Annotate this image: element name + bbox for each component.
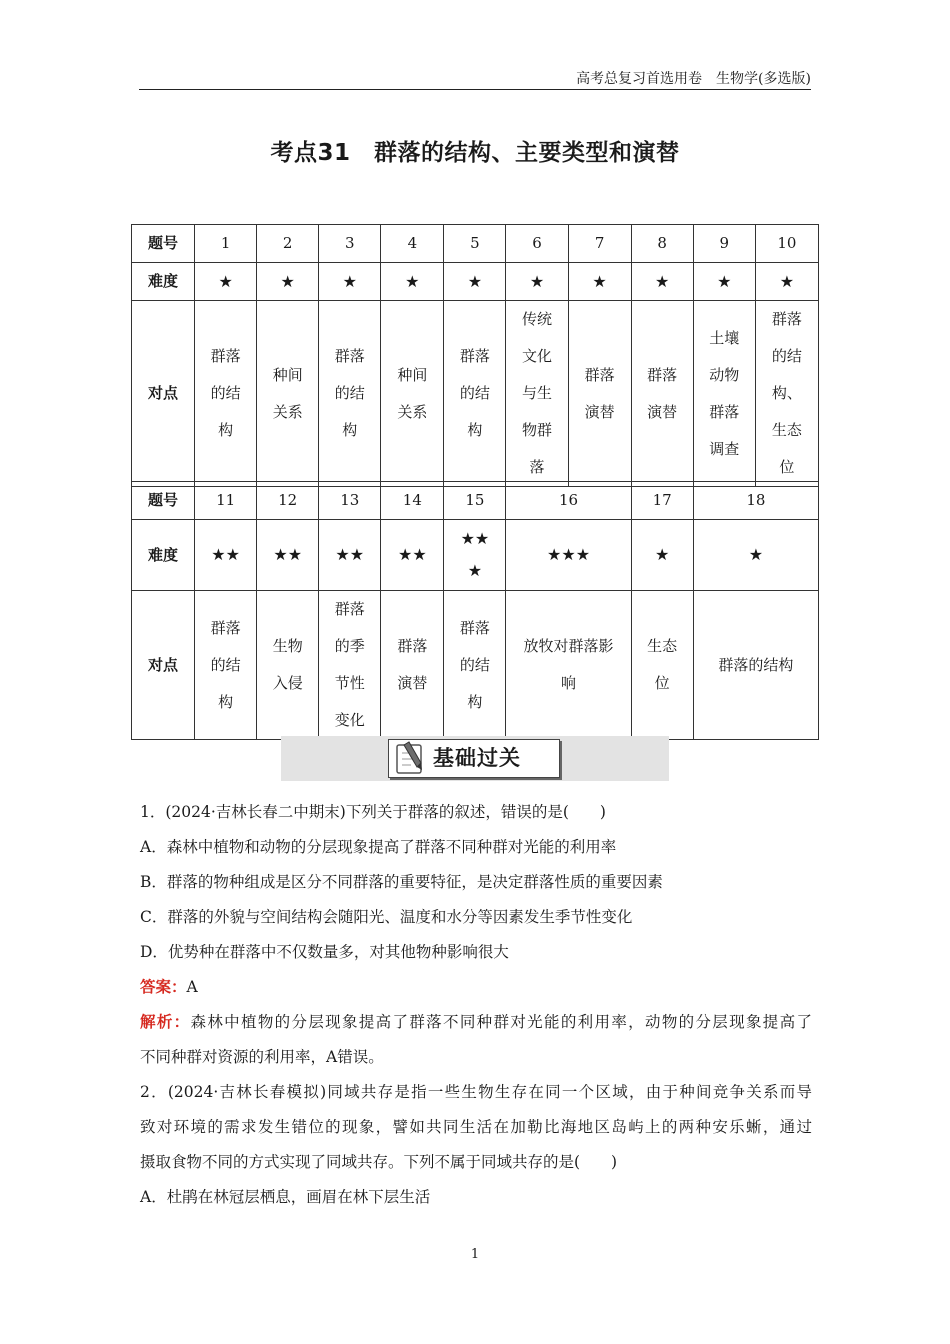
topic-cell-line: 位 [654, 674, 670, 692]
q1-option-c: C．群落的外貌与空间结构会随阳光、温度和水分等因素发生季节性变化 [140, 908, 633, 926]
difficulty-stars-cell [631, 520, 693, 591]
topic-cell [444, 301, 506, 487]
topic-cell [257, 301, 319, 487]
q2-stem-line-3: 摄取食物不同的方式实现了同域共存。下列不属于同域共存的是( ) [140, 1153, 618, 1171]
topic-cell [506, 301, 568, 487]
analysis-label: 解析： [140, 1013, 191, 1031]
topic-cell-line: 的结 [334, 384, 365, 402]
q2-stem-line-2: 致对环境的需求发生错位的现象，譬如共同生活在加勒比海地区岛屿上的两种安乐蜥，通过 [140, 1118, 812, 1136]
row-label: 题号 [132, 482, 195, 520]
difficulty-stars-cell: ★ [568, 263, 631, 301]
topic-cell-line: 生物 [272, 637, 303, 655]
difficulty-table-2 [131, 481, 819, 740]
topic-cell [195, 301, 257, 487]
difficulty-stars-cell [257, 520, 319, 591]
topic-cell-line: 与生 [522, 384, 553, 402]
question-number-cell: 6 [506, 225, 568, 263]
q1-option-d: D．优势种在群落中不仅数量多，对其他物种影响很大 [140, 943, 509, 961]
topic-cell-line: 构 [218, 692, 234, 711]
topic-cell-line: 群落 [459, 347, 490, 365]
difficulty-stars-cell-line: ★ [655, 545, 670, 564]
difficulty-stars-cell-line: ★★ [398, 545, 427, 564]
question-number-cell: 2 [257, 225, 319, 263]
topic-cell-line: 群落 [210, 618, 241, 637]
topic-cell-line: 构、 [771, 384, 802, 402]
question-number-cell: 18 [693, 482, 818, 520]
topic-cell-line: 群落 [210, 347, 241, 365]
row-label: 对点 [132, 591, 195, 740]
question-content [140, 795, 812, 1215]
topic-cell [319, 591, 381, 740]
topic-cell-line: 群落 [771, 310, 802, 328]
question-number-cell: 11 [195, 482, 257, 520]
question-number-cell: 16 [506, 482, 631, 520]
topic-cell-line: 生态 [771, 421, 802, 439]
topic-cell-line: 构 [467, 421, 483, 439]
row-label: 难度 [132, 263, 195, 301]
topic-cell-line: 的结 [459, 655, 490, 674]
topic-cell [381, 591, 444, 740]
section-banner-box [388, 739, 560, 778]
topic-cell-line: 落 [529, 458, 545, 476]
topic-cell-line: 关系 [272, 402, 303, 421]
difficulty-stars-cell-line: ★ [748, 545, 764, 564]
difficulty-stars-cell: ★ [631, 263, 693, 301]
table1-number-row [132, 225, 819, 263]
topic-cell-line: 物群 [522, 421, 553, 439]
topic-cell-line: 的结 [210, 384, 241, 402]
topic-cell [506, 591, 631, 740]
question-number-cell: 7 [568, 225, 631, 263]
q1-stem: 1．(2024·吉林长春二中期末)下列关于群落的叙述，错误的是( ) [140, 803, 606, 821]
difficulty-stars-cell: ★ [755, 263, 818, 301]
difficulty-stars-cell: ★ [195, 263, 257, 301]
topic-cell [195, 591, 257, 740]
topic-cell [444, 591, 506, 740]
topic-cell-line: 关系 [397, 402, 428, 421]
q2-stem-line-1: 2．(2024·吉林长春模拟)同域共存是指一些生物生存在同一个区域，由于种间竞争关系而导 [140, 1083, 812, 1101]
question-number-cell: 14 [381, 482, 444, 520]
question-number-cell: 17 [631, 482, 693, 520]
table1-topic-row [132, 301, 819, 487]
topic-cell-line: 土壤 [709, 328, 740, 347]
question-number-cell: 10 [755, 225, 818, 263]
difficulty-stars-cell [693, 520, 818, 591]
q1-analysis-line-1 [140, 1005, 812, 1040]
row-label: 难度 [132, 520, 195, 591]
topic-cell-line: 群落 [647, 365, 678, 384]
topic-cell-line: 演替 [397, 674, 428, 692]
topic-cell [257, 591, 319, 740]
topic-cell-line: 构 [218, 421, 234, 439]
q1-option-a: A．森林中植物和动物的分层现象提高了群落不同种群对光能的利用率 [140, 838, 617, 856]
question-number-cell: 4 [381, 225, 444, 263]
topic-cell-line: 群落 [334, 347, 365, 365]
topic-cell-line: 响 [561, 674, 577, 692]
topic-cell-line: 构 [467, 692, 483, 711]
topic-cell-line: 的结 [459, 384, 490, 402]
table2-difficulty-row [132, 520, 819, 591]
difficulty-stars-cell: ★ [381, 263, 444, 301]
topic-cell-line: 群落 [334, 600, 365, 618]
q1-option-b: B．群落的物种组成是区分不同群落的重要特征，是决定群落性质的重要因素 [140, 873, 663, 891]
topic-cell [755, 301, 818, 487]
topic-cell [631, 301, 693, 487]
difficulty-stars-cell-line: ★ [467, 561, 483, 580]
topic-cell [319, 301, 381, 487]
question-number-cell: 12 [257, 482, 319, 520]
question-number-cell: 1 [195, 225, 257, 263]
topic-cell-line: 的季 [334, 637, 365, 655]
difficulty-stars-cell: ★ [444, 263, 506, 301]
difficulty-stars-cell [506, 520, 631, 591]
topic-cell-line: 动物 [709, 365, 740, 384]
answer-label: 答案： [140, 978, 187, 996]
topic-cell-line: 位 [779, 458, 795, 476]
pencil-icon [395, 741, 425, 776]
topic-cell-line: 的结 [771, 347, 802, 365]
difficulty-stars-cell: ★ [693, 263, 755, 301]
analysis-text: 森林中植物的分层现象提高了群落不同种群对光能的利用率，动物的分层现象提高了 [190, 1013, 812, 1031]
header-divider [139, 89, 811, 90]
difficulty-stars-cell: ★ [319, 263, 381, 301]
difficulty-stars-cell: ★ [506, 263, 568, 301]
topic-cell [693, 591, 818, 740]
topic-cell-line: 放牧对群落影 [523, 637, 614, 655]
question-number-cell: 5 [444, 225, 506, 263]
topic-cell-line: 调查 [709, 439, 740, 458]
topic-cell-line: 种间 [272, 365, 303, 384]
topic-cell-line: 演替 [647, 402, 678, 421]
topic-cell [568, 301, 631, 487]
topic-cell-line: 群落 [397, 637, 428, 655]
difficulty-stars-cell [195, 520, 257, 591]
topic-cell [631, 591, 693, 740]
topic-cell [381, 301, 444, 487]
difficulty-stars-cell-line: ★★ [273, 545, 303, 564]
topic-cell-line: 群落 [459, 618, 490, 637]
topic-cell [693, 301, 755, 487]
difficulty-table-1 [131, 224, 819, 487]
difficulty-stars-cell: ★ [257, 263, 319, 301]
question-number-cell: 13 [319, 482, 381, 520]
q1-answer [140, 970, 812, 1005]
difficulty-stars-cell [444, 520, 506, 591]
question-number-cell: 9 [693, 225, 755, 263]
difficulty-stars-cell-line: ★★ [335, 545, 365, 564]
topic-cell-line: 群落的结构 [718, 655, 794, 674]
question-number-cell: 3 [319, 225, 381, 263]
answer-value: A [186, 978, 198, 996]
table1-difficulty-row [132, 263, 819, 301]
q2-option-a: A．杜鹃在林冠层栖息，画眉在林下层生活 [140, 1188, 431, 1206]
topic-cell-line: 演替 [584, 402, 615, 421]
difficulty-stars-cell-line: ★★★ [547, 545, 591, 564]
topic-cell-line: 群落 [584, 365, 615, 384]
q1-analysis-line-2: 不同种群对资源的利用率，A错误。 [140, 1048, 384, 1066]
topic-cell-line: 种间 [397, 365, 428, 384]
difficulty-stars-cell [381, 520, 444, 591]
question-number-cell: 8 [631, 225, 693, 263]
header-title: 高考总复习首选用卷 生物学(多选版) [576, 71, 811, 87]
page-title: 考点31 群落的结构、主要类型和演替 [270, 140, 680, 166]
table2-topic-row [132, 591, 819, 740]
row-label: 题号 [132, 225, 195, 263]
topic-cell-line: 变化 [334, 711, 365, 729]
topic-cell-line: 生态 [647, 637, 678, 655]
topic-cell-line: 传统 [522, 310, 553, 328]
topic-cell-line: 入侵 [272, 674, 303, 692]
topic-cell-line: 节性 [334, 674, 365, 692]
difficulty-stars-cell-line: ★★ [460, 529, 490, 548]
topic-cell-line: 群落 [709, 402, 740, 421]
section-banner [281, 736, 669, 781]
question-number-cell: 15 [444, 482, 506, 520]
topic-cell-line: 构 [342, 421, 358, 439]
section-banner-label: 基础过关 [433, 746, 521, 770]
difficulty-stars-cell [319, 520, 381, 591]
page-number: 1 [470, 1247, 480, 1262]
topic-cell-line: 文化 [522, 347, 553, 365]
topic-cell-line: 的结 [210, 655, 241, 674]
difficulty-stars-cell-line: ★★ [211, 545, 240, 564]
table2-number-row [132, 482, 819, 520]
row-label: 对点 [132, 301, 195, 487]
